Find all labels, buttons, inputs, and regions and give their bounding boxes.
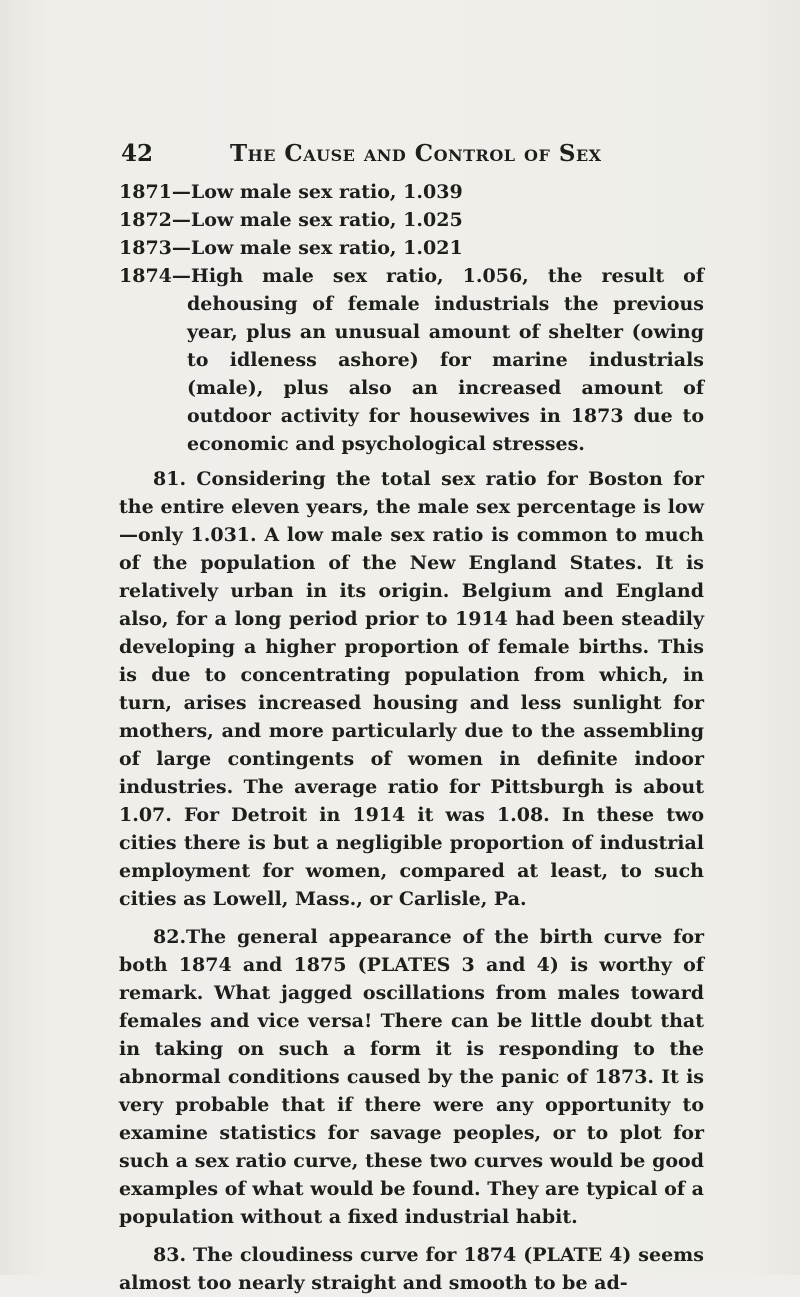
year-entry-1873: 1873—Low male sex ratio, 1.021	[119, 237, 463, 259]
paragraph-82: 82.The general appearance of the birth curve for both 1874 and 1875 (PLATES 3 and 4) is worthy of remark. What jagged oscillations from males toward females and vice versa! There can be little doubt that in taking on such a form it is responding to the abnormal conditions caused by the panic of 1873. It is very probable that if there were any opportunity to examine statistics for savage peoples, or to plot for such a sex ratio curve, these two curves would be good examples of what would be found. They are typical of a population without a fixed industrial habit.	[119, 926, 704, 1228]
body-text	[119, 178, 704, 1297]
year-entry-1874: 1874—High male sex ratio, 1.056, the result of dehousing of female industrials the previous year, plus an unusual amount of shelter (owing to idleness ashore) for marine industrials (male), plus also an increased amount of outdoor activity for housewives in 1873 due to economic and psychological stresses.	[119, 265, 704, 455]
paragraph-81: 81. Considering the total sex ratio for Boston for the entire eleven years, the male sex percentage is low—only 1.031. A low male sex ratio is common to much of the population of the New England States. It is relatively urban in its origin. Belgium and England also, for a long period prior to 1914 had been steadily developing a higher proportion of female births. This is due to concentrating population from which, in turn, arises increased housing and less sunlight for mothers, and more particularly due to the assembling of large contingents of women in definite indoor industries. The average ratio for Pittsburgh is about 1.07. For Detroit in 1914 it was 1.08. In these two cities there is but a negligible proportion of industrial employment for women, compared at least, to such cities as Lowell, Mass., or Carlisle, Pa.	[119, 468, 704, 910]
year-entry-1871: 1871—Low male sex ratio, 1.039	[119, 181, 463, 203]
running-title: The Cause and Control of Sex	[230, 140, 602, 167]
page-header	[121, 140, 611, 172]
year-entry-1872: 1872—Low male sex ratio, 1.025	[119, 209, 463, 231]
paragraph-83: 83. The cloudiness curve for 1874 (PLATE 4) seems almost too nearly straight and smooth to be ad-	[119, 1244, 704, 1294]
page-number: 42	[121, 140, 154, 167]
